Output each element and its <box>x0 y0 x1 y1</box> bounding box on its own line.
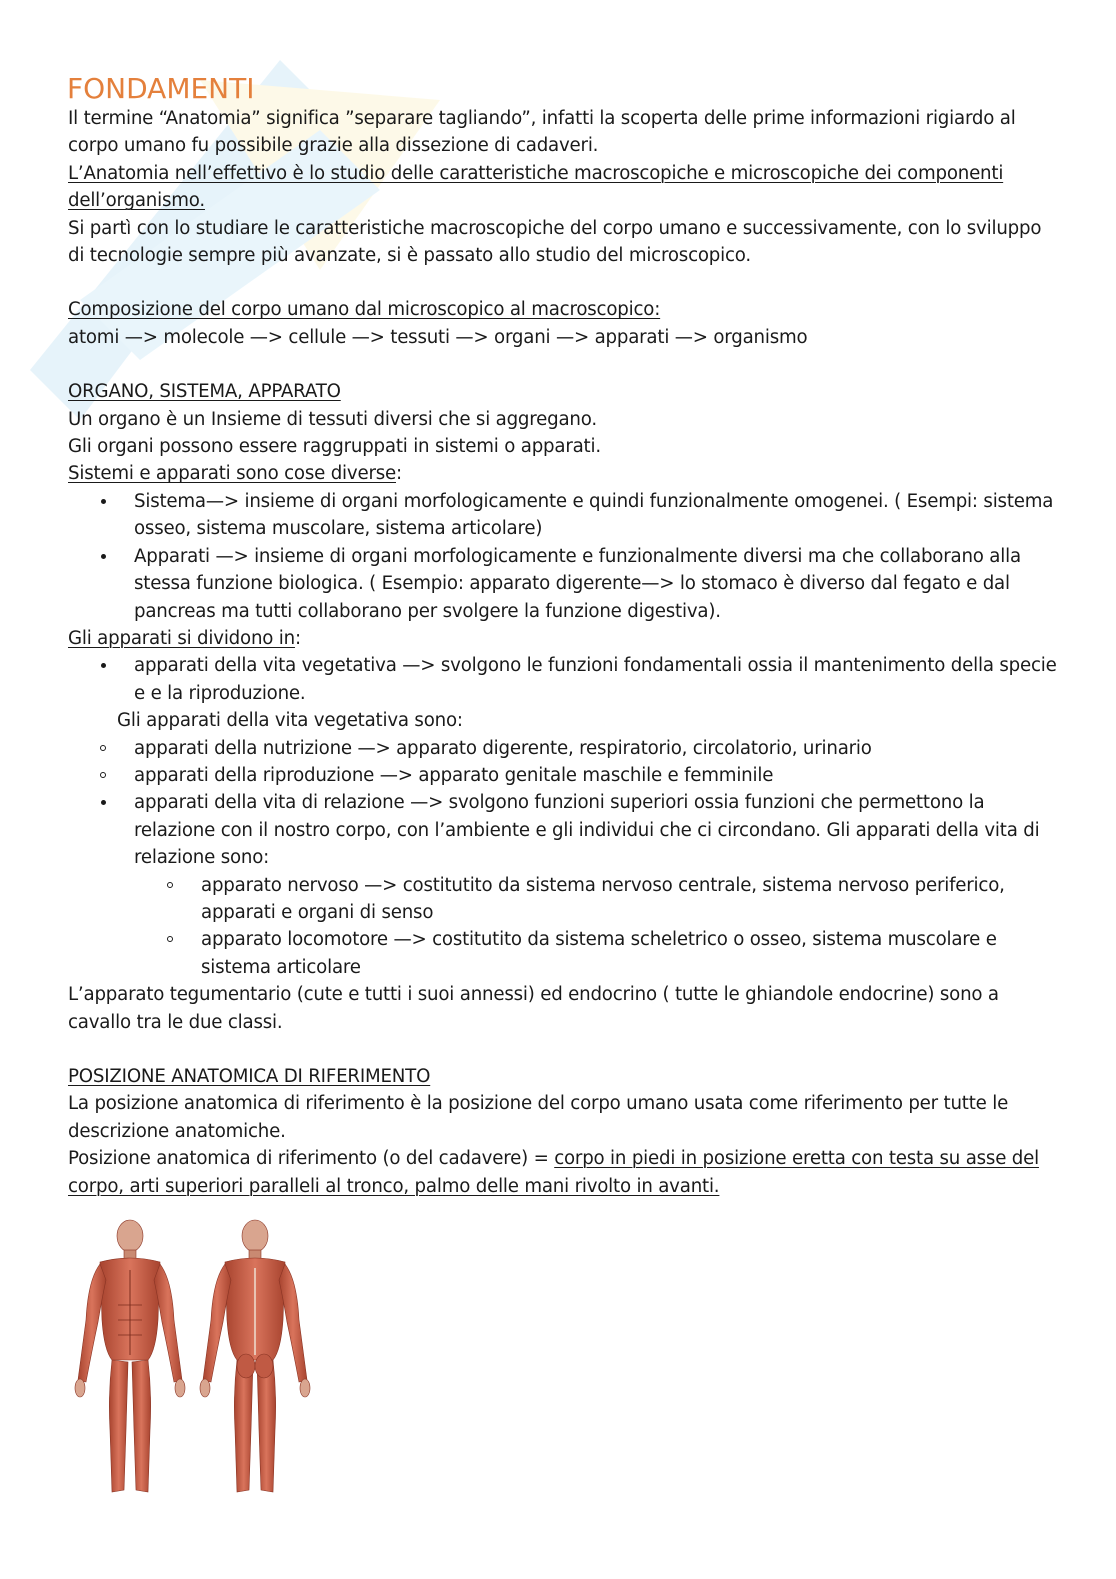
organ-definition: Un organo è un Insieme di tessuti diversi che si aggregano. <box>68 408 597 430</box>
page-title: FONDAMENTI <box>67 72 255 105</box>
composition-chain: atomi —> molecole —> cellule —> tessuti —> organi —> apparati —> organismo <box>68 326 808 348</box>
list-item-locomotore: apparato locomotore —> costitutito da sistema scheletrico o osseo, sistema muscolare e sistema articolare <box>134 926 1058 981</box>
apparatus-division-label: Gli apparati si dividono in: <box>68 627 301 649</box>
systems-vs-apparatus-label: Sistemi e apparati sono cose diverse: <box>68 463 402 485</box>
intro-paragraph-2: L’Anatomia nell’effettivo è lo studio delle caratteristiche macroscopiche e microscopiche dei componenti dell’organismo. <box>68 162 1004 212</box>
list-item-riproduzione: apparati della riproduzione —> apparato genitale maschile e femminile <box>68 762 1058 789</box>
vegetative-sublabel: Gli apparati della vita vegetativa sono: <box>117 710 463 732</box>
list-item-nervoso: apparato nervoso —> costitutito da sistema nervoso centrale, sistema nervoso periferico, apparati e organi di senso <box>134 872 1058 927</box>
position-section-heading: POSIZIONE ANATOMICA DI RIFERIMENTO <box>68 1066 431 1087</box>
systems-list <box>68 488 1058 625</box>
apparatus-division-list <box>68 652 1058 707</box>
spacer <box>68 269 1058 296</box>
organ-section-heading: ORGANO, SISTEMA, APPARATO <box>68 381 341 403</box>
relation-list <box>134 872 1058 982</box>
position-paragraph-1: La posizione anatomica di riferimento è la posizione del corpo umano usata come riferimento per tutte le descrizione anatomiche. <box>68 1093 1009 1142</box>
list-item-sistema: Sistema—> insieme di organi morfologicamente e quindi funzionalmente omogenei. ( Esempi: sistema osseo, sistema muscolare, sistema articolare) <box>68 488 1058 543</box>
spacer <box>68 351 1058 378</box>
vegetative-list <box>68 735 1058 982</box>
intro-paragraph-3: Si partì con lo studiare le caratteristiche macroscopiche del corpo umano e successivamente, con lo sviluppo di tecnologie sempre più avanzate, si è passato allo studio del microscopico. <box>68 217 1042 267</box>
front-figure <box>75 1220 185 1492</box>
position-paragraph-2: Posizione anatomica di riferimento (o del cadavere) = corpo in piedi in posizione eretta con testa su asse del corpo, arti superiori paralleli al tronco, palmo delle mani rivolto in avanti. <box>68 1148 1039 1197</box>
list-item-nutrizione: apparati della nutrizione —> apparato digerente, respiratorio, circolatorio, urinario <box>68 735 1058 762</box>
list-item-vita-relazione <box>68 789 1058 981</box>
list-item-vita-vegetativa: apparati della vita vegetativa —> svolgono le funzioni fondamentali ossia il mantenimento della specie e e la riproduzione. <box>68 652 1058 707</box>
back-figure <box>200 1220 310 1492</box>
organ-grouping: Gli organi possono essere raggruppati in sistemi o apparati. <box>68 436 601 458</box>
composition-heading: Composizione del corpo umano dal microscopico al macroscopico: <box>68 299 661 321</box>
spacer <box>68 1036 1058 1063</box>
document-body <box>68 70 1058 1200</box>
anatomy-figure-icon <box>70 1210 320 1510</box>
vita-relazione-text: apparati della vita di relazione —> svolgono funzioni superiori ossia funzioni che permettono la relazione con il nostro corpo, con l’ambiente e gli individui che ci circondano. Gli apparati della vita di relazione sono: <box>134 792 1040 869</box>
list-item-apparati: Apparati —> insieme di organi morfologicamente e funzionalmente diversi ma che collaborano alla stessa funzione biologica. ( Esempio: apparato digerente—> lo stomaco è diverso dal fegato e dal pancreas ma tutti collaborano per svolgere la funzione digestiva). <box>68 543 1058 625</box>
intro-paragraph-1: Il termine “Anatomia” significa ”separare tagliando”, infatti la scoperta delle prime informazioni rigiardo al corpo umano fu possibile grazie alla dissezione di cadaveri. <box>68 108 1016 157</box>
closing-paragraph: L’apparato tegumentario (cute e tutti i suoi annessi) ed endocrino ( tutte le ghiandole endocrine) sono a cavallo tra le due classi. <box>68 984 999 1033</box>
